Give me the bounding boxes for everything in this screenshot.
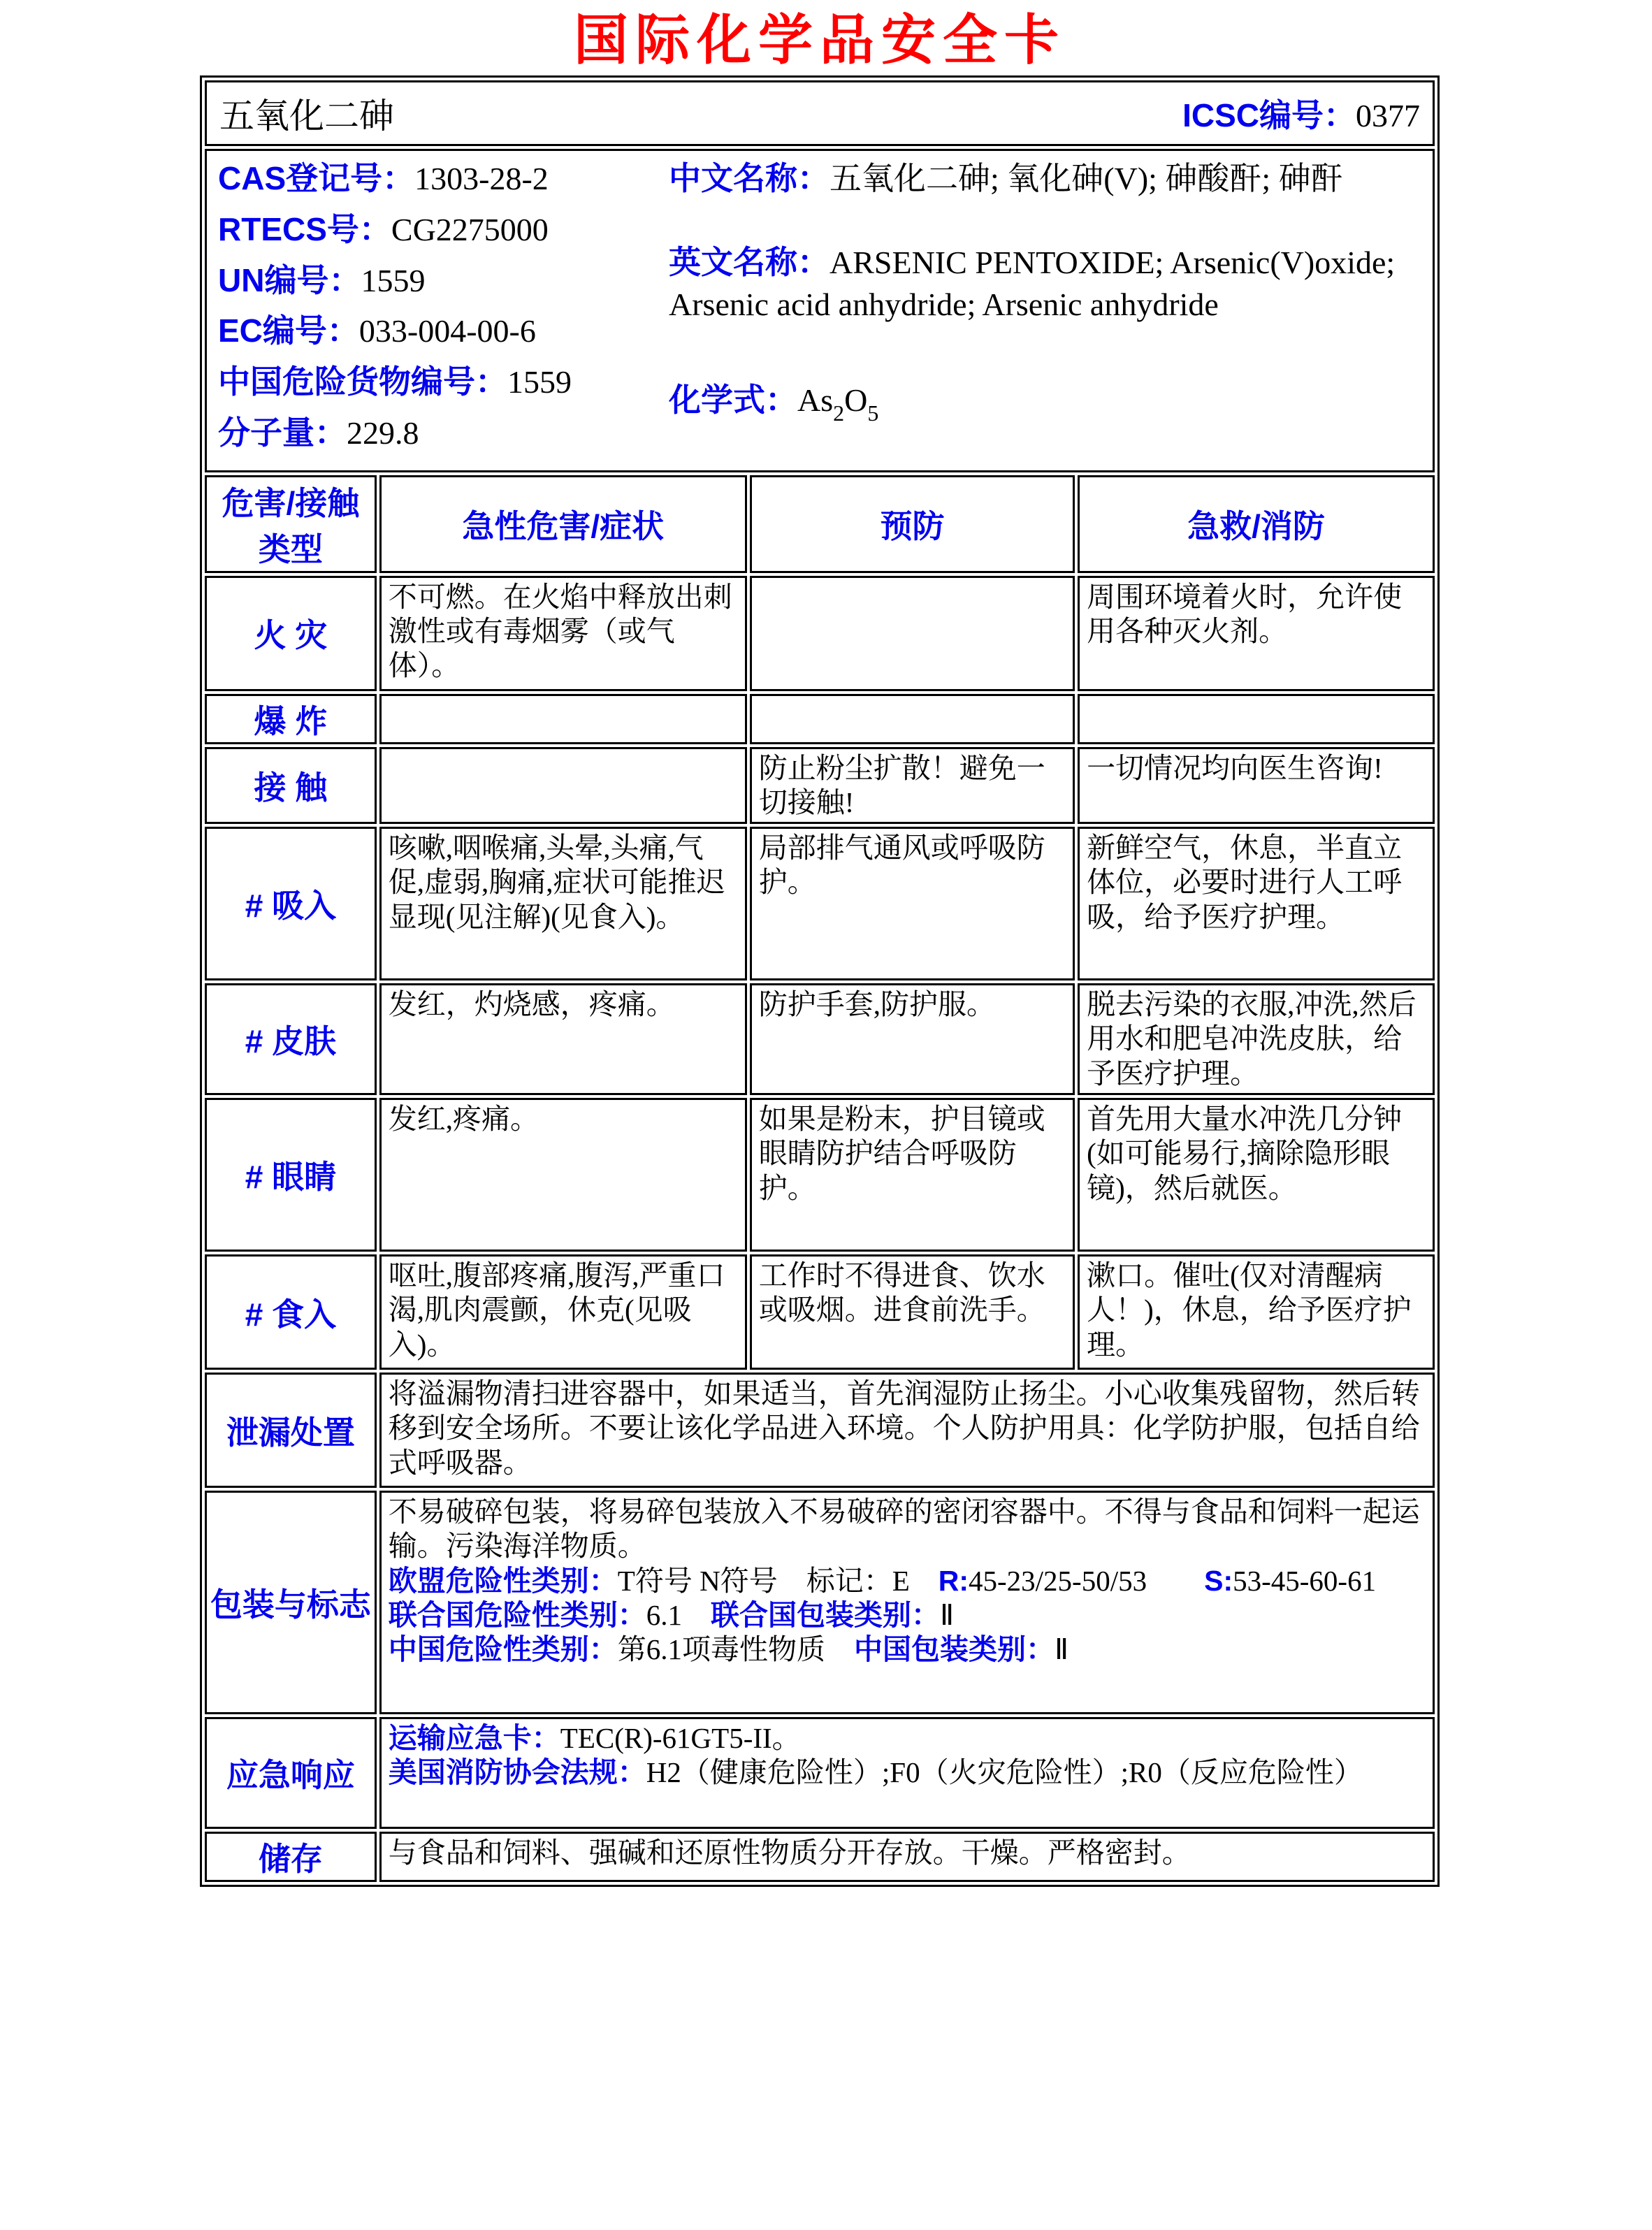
row-label-explosion: 爆 炸 [205,694,377,744]
row-label-skin: # 皮肤 [205,983,377,1095]
inhalation-first-aid-cell: 新鲜空气，休息，半直立体位，必要时进行人工呼吸，给予医疗护理。 [1078,827,1435,980]
identifier-row-cas [218,158,669,200]
table-row-eyes [205,1098,1435,1252]
icsc-number-group [1182,90,1420,136]
skin-prevention-cell: 防护手套,防护服。 [750,983,1075,1095]
icsc-number-value: 0377 [1356,98,1420,133]
explosion-prevention-cell [750,694,1075,744]
emergency-tec-line: 运输应急卡：TEC(R)-61GT5-II。 [388,1722,801,1755]
identifier-row-rtecs [218,209,669,251]
fire-first-aid-cell: 周围环境着火时，允许使用各种灭火剂。 [1078,576,1435,691]
explosion-symptoms-cell [379,694,747,744]
chinese-name-value: 五氧化二砷; 氧化砷(V); 砷酸酐; 砷酐 [829,161,1343,196]
ec-value: 033-004-00-6 [358,313,536,349]
contact-first-aid-cell: 一切情况均向医生咨询! [1078,747,1435,824]
formula-value: $As_2O_5$ [797,382,879,426]
names-block [669,158,1421,463]
row-label-packaging: 包装与标志 [205,1491,377,1714]
safety-card-sheet [200,9,1440,1887]
emergency-text-cell [379,1717,1435,1829]
icsc-number-label: ICSC编号： [1182,97,1356,133]
table-row-spillage [205,1373,1435,1488]
cas-value: 1303-28-2 [414,161,549,196]
column-header-first-aid: 急救/消防 [1078,475,1435,573]
ingestion-prevention-cell: 工作时不得进食、饮水或吸烟。进食前洗手。 [750,1254,1075,1370]
eyes-prevention-cell: 如果是粉末，护目镜或眼睛防护结合呼吸防护。 [750,1098,1075,1252]
rtecs-value: CG2275000 [391,211,549,247]
contact-prevention-cell: 防止粉尘扩散！避免一切接触! [750,747,1075,824]
rtecs-label: RTECS号： [218,210,391,247]
skin-symptoms-cell: 发红，灼烧感，疼痛。 [379,983,747,1095]
eyes-first-aid-cell: 首先用大量水冲洗几分钟(如可能易行,摘除隐形眼镜)，然后就医。 [1078,1098,1435,1252]
un-label: UN编号： [218,261,361,298]
explosion-first-aid-cell [1078,694,1435,744]
identifier-row-ec [218,310,669,352]
table-row-contact [205,747,1435,824]
packaging-cn-line: 中国危险性类别：第6.1项毒性物质 中国包装类别：Ⅱ [388,1632,1069,1665]
ingestion-first-aid-cell: 漱口。催吐(仅对清醒病人！)，休息，给予医疗护理。 [1078,1254,1435,1370]
substance-header-cell [205,80,1435,146]
table-row-packaging [205,1491,1435,1714]
identifier-row-un [218,260,669,302]
packaging-eu-line: 欧盟危险性类别：T符号 N符号 标记：E R:45-23/25-50/53 S:53-45-60-61 [388,1564,1377,1597]
packaging-un-line: 联合国危险性类别：6.1 联合国包装类别：Ⅱ [388,1598,955,1631]
packaging-text-cell [379,1491,1435,1714]
un-value: 1559 [361,262,426,298]
spillage-text-cell: 将溢漏物清扫进容器中，如果适当，首先润湿防止扬尘。小心收集残留物，然后转移到安全场所。不要让该化学品进入环境。个人防护用具：化学防护服，包括自给式呼吸器。 [379,1373,1435,1488]
row-label-ingestion: # 食入 [205,1254,377,1370]
row-label-contact: 接 触 [205,747,377,824]
emergency-nfpa-line: 美国消防协会法规：H2（健康危险性）;F0（火灾危险性）;R0（反应危险性） [388,1756,1363,1789]
substance-name: 五氧化二砷 [219,96,394,136]
row-label-storage: 储存 [205,1832,377,1882]
formula-label: 化学式： [669,382,797,419]
identifiers-cell [205,149,1435,472]
row-label-eyes: # 眼睛 [205,1098,377,1252]
page-title: 国际化学品安全卡 [573,9,1066,71]
column-header-symptoms: 急性危害/症状 [379,475,747,573]
inhalation-symptoms-cell: 咳嗽,咽喉痛,头晕,头痛,气促,虚弱,胸痛,症状可能推迟显现(见注解)(见食入)。 [379,827,747,980]
column-header-type: 危害/接触类型 [205,475,377,573]
ingestion-symptoms-cell: 呕吐,腹部疼痛,腹泻,严重口渴,肌肉震颤，休克(见吸入)。 [379,1254,747,1370]
table-row-fire [205,576,1435,691]
eyes-symptoms-cell: 发红,疼痛。 [379,1098,747,1252]
table-row-storage [205,1832,1435,1882]
english-name-label: 英文名称： [669,243,829,280]
china-dg-value: 1559 [507,364,572,400]
icsc-card-table [200,75,1440,1887]
identifier-row-china-dg [218,361,669,403]
table-row-inhalation [205,827,1435,980]
column-header-prevention: 预防 [750,475,1075,573]
storage-text-cell: 与食品和饲料、强碱和还原性物质分开存放。干燥。严格密封。 [379,1832,1435,1882]
ec-label: EC编号： [218,312,359,349]
identifier-list [218,158,669,463]
row-label-emergency: 应急响应 [205,1717,377,1829]
row-label-spillage: 泄漏处置 [205,1373,377,1488]
skin-first-aid-cell: 脱去污染的衣服,冲洗,然后用水和肥皂冲洗皮肤，给予医疗护理。 [1078,983,1435,1095]
fire-symptoms-cell: 不可燃。在火焰中释放出刺激性或有毒烟雾（或气体）。 [379,576,747,691]
identifier-row-molweight [218,412,669,454]
chinese-name-row [669,158,1421,200]
china-dg-label: 中国危险货物编号： [218,363,507,400]
fire-prevention-cell [750,576,1075,691]
row-label-inhalation: # 吸入 [205,827,377,980]
contact-symptoms-cell [379,747,747,824]
table-row-explosion [205,694,1435,744]
table-row-ingestion [205,1254,1435,1370]
molweight-label: 分子量： [218,414,347,451]
table-row-skin [205,983,1435,1095]
formula-row [669,379,1421,428]
row-label-fire: 火 灾 [205,576,377,691]
inhalation-prevention-cell: 局部排气通风或呼吸防护。 [750,827,1075,980]
english-name-row [669,242,1421,326]
english-name-value: ARSENIC PENTOXIDE; Arsenic(V)oxide; Arsenic acid anhydride; Arsenic anhydride [669,244,1396,322]
packaging-intro: 不易破碎包装，将易碎包装放入不易破碎的密闭容器中。不得与食品和饲料一起运输。污染海洋物质。 [388,1496,1420,1563]
cas-label: CAS登记号： [218,160,415,196]
molweight-value: 229.8 [347,414,419,451]
chinese-name-label: 中文名称： [669,160,829,196]
table-row-emergency [205,1717,1435,1829]
